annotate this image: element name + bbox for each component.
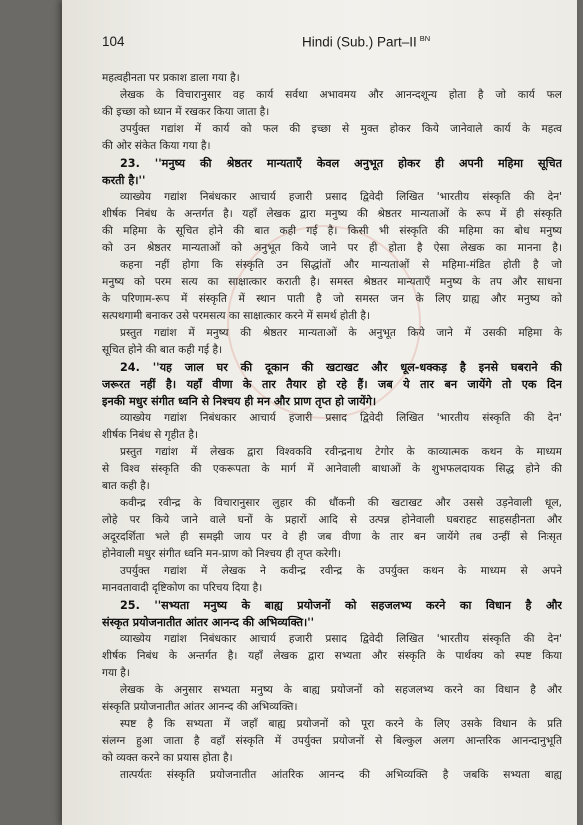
text-line: को व्यक्त करने का प्रयास होता है। <box>102 752 233 764</box>
section-heading-23: 23. ''मनुष्य की श्रेष्ठतर मान्यताएँ केवल अनुभूत होकर ही अपनी महिमा सूचित <box>120 157 562 170</box>
running-title-text: Hindi (Sub.) Part–II <box>302 34 417 50</box>
text-line: से विश्व संस्कृति की एकरूपता के मार्ग में आनेवाली बाधाओं के शुभफलदायक सिद्ध होने की <box>102 463 562 475</box>
text-line: व्याख्येय गद्यांश निबंधकार आचार्य हजारी प्रसाद द्विवेदी लिखित 'भारतीय संस्कृति की देन' <box>120 191 562 203</box>
text-line: व्याख्येय गद्यांश निबंधकार आचार्य हजारी प्रसाद द्विवेदी लिखित 'भारतीय संस्कृति की देन' <box>120 633 562 645</box>
page-number: 104 <box>102 34 125 49</box>
text-line: प्रस्तुत गद्यांश में लेखक द्वारा विश्वकवि रवीन्द्रनाथ टेगोर के काव्यात्मक कथन के माध्यम <box>120 446 562 458</box>
text-line: की इच्छा को ध्यान में रखकर किया जाता है। <box>102 106 270 118</box>
text-line: की महिमा के सूचित होने की बात कही गई है। किसी भी संस्कृति की महिमा का बोध मनुष्य <box>102 225 562 237</box>
text-line: बात कही है। <box>102 480 150 492</box>
text-line: शीर्षक निबंध के अन्तर्गत है। यहाँ लेखक द्वारा मनुष्य की श्रेष्ठतर मान्यताओं के रूप में ही संस्कृति <box>102 208 562 220</box>
text-line: उपर्युक्त गद्यांश में कार्य को फल की इच्छा से मुक्त होकर किये जानेवाले कार्य के महत्व <box>120 123 562 135</box>
text-line: कहना नहीं होगा कि संस्कृति उन सिद्धांतों और मान्यताओं से महिमा-मंडित होती है जो <box>120 259 562 271</box>
text-line: लेखक के अनुसार सभ्यता मनुष्य के बाह्य प्रयोजनों को सहजलभ्य करने का विधान है और <box>120 684 562 696</box>
text-line: होनेवाली मधुर संगीत ध्वनि मन-प्राण को निश्चय ही तृप्त करेगी। <box>102 548 341 560</box>
text-line: गया है। <box>102 667 130 679</box>
text-line: महत्वहीनता पर प्रकाश डाला गया है। <box>102 72 240 84</box>
text-line: प्रस्तुत गद्यांश में मनुष्य की श्रेष्ठतर मान्यताओं के अनुभूत किये जाने में उसकी महिमा के <box>120 327 562 339</box>
text-line: के परिणाम-रूप में संस्कृति में स्थान पाती है जो समस्त जन के लिए ग्राह्य और मनुष्य को <box>102 293 562 305</box>
section-heading-24-cont: जरूरत नहीं है। यहाँ वीणा के तार तैयार हो रहे हैं। जब ये तार बन जायेंगे तो एक दिन <box>102 378 562 391</box>
text-line: स्पष्ट है कि सभ्यता में जहाँ बाह्य प्रयोजनों को पूरा करने के लिए उसके विधान के प्रति <box>120 718 562 730</box>
text-line: लोहे पर किये जाने वाले घनों के प्रहारों आदि से उत्पन्न होनेवाली घबराहट साहसहीनता और <box>102 514 562 526</box>
text-line: को उन श्रेष्ठतर मान्यताओं को अनुभूत किये जाने पर ही होता है ऐसा लेखक का मानना है। <box>102 242 562 254</box>
text-line: की ओर संकेत किया गया है। <box>102 140 211 152</box>
text-line: संलग्न हुआ जाता है वहाँ संस्कृति में उपर्युक्त प्रयोजनों से बिल्कुल अलग आन्तरिक आनन्दानुभूति <box>102 735 562 747</box>
text-line: सूचित होने की बात कही गई है। <box>102 344 223 356</box>
section-heading-23-cont: करती है।'' <box>102 174 146 187</box>
text-line: मनुष्य को परम सत्य का साक्षात्कार कराती है। समस्त श्रेष्ठतर मान्यताएँ मनुष्य के तप और साधना <box>102 276 562 288</box>
text-line: तात्पर्यतः संस्कृति प्रयोजनातीत आंतरिक आनन्द की अभिव्यक्ति है जबकि सभ्यता बाह्य <box>120 769 562 781</box>
text-line: अदूरदर्शिता भले ही समझी जाय पर वे ही जब वीणा के तार बन जायेंगे तब उन्हीं से निःसृत <box>102 531 562 543</box>
text-line: लेखक के विचारानुसार वह कार्य सर्वथा अभावमय और आनन्दशून्य होता है जो कार्य फल <box>120 89 562 101</box>
section-heading-25: 25. ''सभ्यता मनुष्य के बाह्य प्रयोजनों को सहजलभ्य करने का विधान है और <box>120 599 562 612</box>
text-line: मानवतावादी दृष्टिकोण का परिचय दिया है। <box>102 582 263 594</box>
running-title-superscript: BN <box>419 34 431 43</box>
page-header <box>102 34 562 54</box>
book-page <box>62 0 577 825</box>
text-line: उपर्युक्त गद्यांश में लेखक ने कवीन्द्र रवीन्द्र के उपर्युक्त कथन के माध्यम से अपने <box>120 565 562 577</box>
text-line: शीर्षक निबंध के अन्तर्गत है। यहाँ लेखक द्वारा सभ्यता और संस्कृति के पार्थक्य को स्पष्ट किया <box>102 650 562 662</box>
section-heading-24-cont: इनकी मधुर संगीत ध्वनि से निश्चय ही मन और प्राण तृप्त हो जायेंगे। <box>102 395 377 408</box>
text-line: संस्कृति प्रयोजनातीत आंतर आनन्द की अभिव्यक्ति। <box>102 701 298 713</box>
text-line: सत्पथगामी बनाकर उसे परमसत्य का साक्षात्कार करने में समर्थ होती है। <box>102 310 371 322</box>
text-line: शीर्षक निबंध से गृहीत है। <box>102 429 199 441</box>
text-line: व्याख्येय गद्यांश निबंधकार आचार्य हजारी प्रसाद द्विवेदी लिखित 'भारतीय संस्कृति की देन' <box>120 412 562 424</box>
section-heading-25-cont: संस्कृत प्रयोजनातीत आंतर आनन्द की अभिव्यक्ति।'' <box>102 616 315 629</box>
text-line: कवीन्द्र रवीन्द्र के विचारानुसार लुहार की धौंकनी की खटाखट और उससे उड़नेवाली धूल, <box>120 497 562 509</box>
running-title <box>302 34 430 50</box>
section-heading-24: 24. ''यह जाल घर की दूकान की खटाखट और धूल-धक्कड़ है इनसे घबराने की <box>120 361 562 374</box>
